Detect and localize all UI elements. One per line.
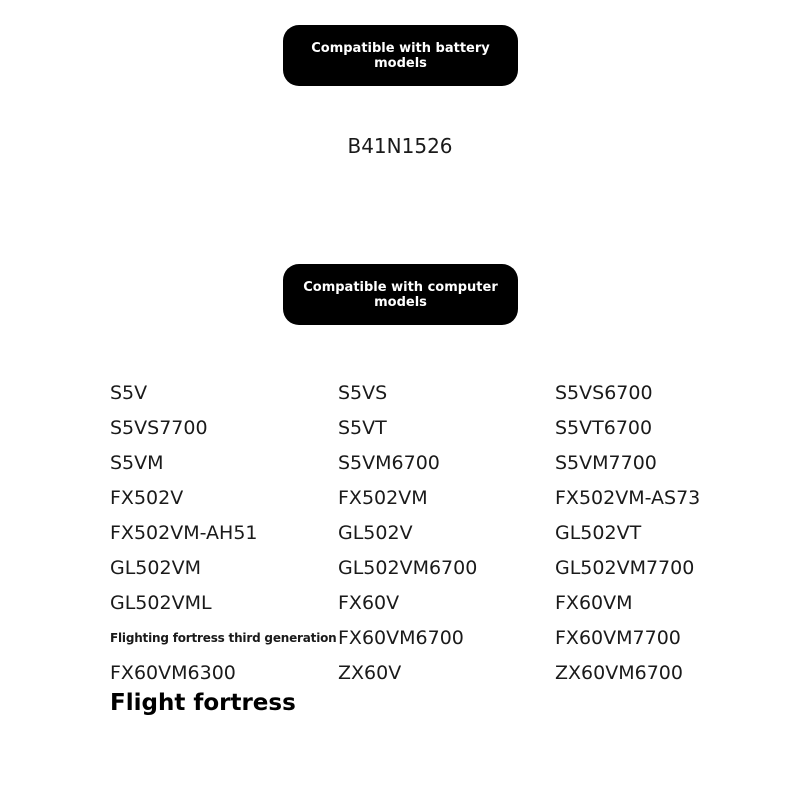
model-item: S5VS <box>338 382 388 404</box>
model-item: FX502VM-AH51 <box>110 522 258 544</box>
model-item: S5VT <box>338 417 387 439</box>
model-item: ZX60VM6700 <box>555 662 683 684</box>
model-item: GL502VT <box>555 522 642 544</box>
battery-models-heading-text: Compatible with battery models <box>311 40 490 71</box>
battery-models-heading <box>283 25 518 86</box>
model-item: S5VM <box>110 452 164 474</box>
model-item: FX60V <box>338 592 400 614</box>
model-item: GL502V <box>338 522 413 544</box>
model-item: GL502VML <box>110 592 212 614</box>
model-item: GL502VM6700 <box>338 557 478 579</box>
model-item: GL502VM <box>110 557 201 579</box>
computer-models-heading-text: Compatible with computer models <box>303 279 498 310</box>
model-item: S5VS7700 <box>110 417 208 439</box>
model-item: S5VM7700 <box>555 452 657 474</box>
model-item: FX60VM6700 <box>338 627 464 649</box>
model-item: FX502VM-AS73 <box>555 487 701 509</box>
model-item: S5VT6700 <box>555 417 653 439</box>
model-item: FX502V <box>110 487 184 509</box>
model-item: FX60VM <box>555 592 633 614</box>
model-item: GL502VM7700 <box>555 557 695 579</box>
battery-model-value: B41N1526 <box>347 134 453 158</box>
computer-models-heading <box>283 264 518 325</box>
model-item: FX60VM7700 <box>555 627 681 649</box>
model-item: S5V <box>110 382 148 404</box>
computer-models-grid <box>110 376 790 691</box>
series-note: Flighting fortress third generation <box>110 631 337 645</box>
model-item: ZX60V <box>338 662 402 684</box>
series-label: Flight fortress <box>110 690 296 716</box>
model-item: FX60VM6300 <box>110 662 236 684</box>
model-item: S5VM6700 <box>338 452 440 474</box>
model-item: FX502VM <box>338 487 428 509</box>
model-item: S5VS6700 <box>555 382 653 404</box>
